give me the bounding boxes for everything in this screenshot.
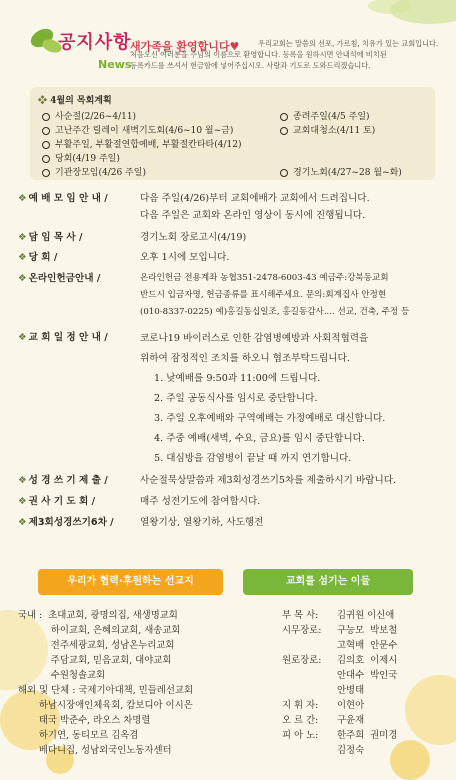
circle-icon xyxy=(42,141,50,149)
schedule-item: 경기노회(4/27~28 월~화) xyxy=(280,165,402,178)
staff-name: 이현아 xyxy=(337,700,365,711)
mission-line: 하기연, 동티모르 김옥겸 xyxy=(18,730,139,741)
staff-name: 김정숙 xyxy=(337,745,365,756)
notice-line: 코로나19 바이러스로 인한 감염병예방과 사회적협력을 xyxy=(140,333,369,344)
mission-line: 태국 박준수, 라오스 차명렬 xyxy=(18,715,151,726)
circle-icon xyxy=(280,127,288,135)
diamond-icon: ❖ xyxy=(18,232,27,243)
welcome-text: 새가족을 환영합니다♥ xyxy=(130,40,240,53)
notice-body xyxy=(140,514,456,531)
mission-panel-header: 우리가 협력·후원하는 선교지 xyxy=(38,569,223,595)
diamond-icon: ❖ xyxy=(18,517,27,528)
staff-row xyxy=(282,653,452,698)
notice-header xyxy=(18,18,448,78)
diamond-icon: ❖ xyxy=(18,475,27,486)
notice-line: (010-8337-0225) 예)홍길동십일조, 홍길동감사.... 선교, 건축, 주정 등 xyxy=(140,307,410,317)
notice-line: 1. 낮예배를 9:50과 11:00에 드립니다. xyxy=(154,373,321,384)
intro-line-2: 처음오신 여러분을 주님의 이름으로 환영합니다. 등록을 원하시면 안내석에 비치된 xyxy=(130,50,387,59)
mission-line: 하이교회, 은혜의교회, 새송교회 xyxy=(18,625,181,636)
circle-icon xyxy=(280,169,288,177)
notice-label: ❖ 성 경 쓰 기 제 출 / xyxy=(18,475,108,486)
mission-line: 주담교회, 믿음교회, 대야교회 xyxy=(18,655,172,666)
staff-role: 부 목 사: xyxy=(282,610,319,621)
notice-line: 오후 1시에 모입니다. xyxy=(140,252,230,263)
schedule-item: 부활주일, 부활절연합예배, 부활절칸타타(4/12) xyxy=(42,137,241,150)
notice-line: 온라인헌금 전용계좌 농협351-2478-6003-43 예금주:강북동교회 xyxy=(140,273,389,283)
notice-line: 경기노회 장로고시(4/19) xyxy=(140,232,247,243)
diamond-icon: ❖ xyxy=(38,96,51,106)
staff-name: 김귀원 이신애 xyxy=(337,610,395,621)
schedule-item: 기관장모임(4/26 주일) xyxy=(42,165,146,178)
notice-line: 반드시 입금자명, 헌금종류를 표시해주세요. 문의:회계집사 안정현 xyxy=(140,290,387,300)
mission-line: 전주세광교회, 성남온누리교회 xyxy=(18,640,175,651)
staff-role: 시무장로: xyxy=(282,625,322,636)
notice-line: 매주 성전기도에 참여합시다. xyxy=(140,496,261,507)
notice-body xyxy=(140,329,456,469)
circle-icon xyxy=(42,113,50,121)
circle-icon xyxy=(42,169,50,177)
notice-label: ❖ 당 회 / xyxy=(18,252,58,263)
notice-line: 3. 주일 오후예배와 구역예배는 가정예배로 대신합니다. xyxy=(154,413,386,424)
intro-line-1: 우리교회는 말씀의 선포, 가르침, 치유가 있는 교회입니다. xyxy=(258,39,439,48)
notice-label: ❖ 제3회성경쓰기6차 / xyxy=(18,517,114,528)
notice-line: 2. 주일 공동식사를 임시로 중단합니다. xyxy=(154,393,318,404)
notice-body xyxy=(140,270,456,321)
staff-row xyxy=(282,623,452,653)
schedule-title: ❖ 4월의 목회계획 xyxy=(38,96,112,106)
staff-name: 한주희 권미경 xyxy=(337,730,398,741)
staff-name: 고혁배 안문수 xyxy=(337,640,398,651)
mission-line: 수원청솔교회 xyxy=(18,670,106,681)
schedule-item: 당회(4/19 주일) xyxy=(42,151,120,164)
schedule-item: 교회대청소(4/11 토) xyxy=(280,123,375,136)
mission-line: 베다니집, 성남외국인노동자센터 xyxy=(18,745,172,756)
staff-panel-header: 교회를 섬기는 이들 xyxy=(243,569,413,595)
diamond-icon: ❖ xyxy=(18,273,27,284)
notice-body xyxy=(140,229,456,246)
staff-list xyxy=(282,608,452,758)
staff-role: 오 르 간: xyxy=(282,715,319,726)
diamond-icon: ❖ xyxy=(18,252,27,263)
staff-name: 안대수 박인국 xyxy=(337,670,398,681)
staff-name: 구윤재 xyxy=(337,715,365,726)
diamond-icon: ❖ xyxy=(18,496,27,507)
notice-line: 다음 주일은 교회와 온라인 영상이 동시에 진행됩니다. xyxy=(140,210,366,221)
mission-line: 국내 : 초대교회, 광명의집, 새생명교회 xyxy=(18,610,178,621)
mission-line: 해외 및 단체 : 국제기아대책, 민들레선교회 xyxy=(18,685,193,696)
staff-row xyxy=(282,608,452,623)
staff-row xyxy=(282,698,452,713)
diamond-icon: ❖ xyxy=(18,332,27,343)
notice-line: 4. 주중 예배(새벽, 수요, 금요)를 임시 중단합니다. xyxy=(154,433,365,444)
staff-role: 피 아 노: xyxy=(282,730,319,741)
staff-row xyxy=(282,713,452,728)
staff-role: 지 휘 자: xyxy=(282,700,319,711)
notice-label: ❖ 담 임 목 사 / xyxy=(18,232,83,243)
circle-icon xyxy=(42,155,50,163)
notice-line: 열왕기상, 열왕기하, 사도행전 xyxy=(140,517,264,528)
notice-body xyxy=(140,493,456,510)
intro-line-3: 등록카드를 쓰셔서 현금함에 넣어주십시오. 사랑과 기도로 도와드리겠습니다. xyxy=(130,61,371,70)
notice-line: 위하여 잠정적인 조치를 하오니 협조부탁드립니다. xyxy=(140,353,350,364)
circle-icon xyxy=(42,127,50,135)
circle-icon xyxy=(280,113,288,121)
notice-line: 다음 주일(4/26)부터 교회에배가 교회에서 드려집니다. xyxy=(140,193,370,204)
heart-icon: ♥ xyxy=(229,40,240,53)
notice-line: 사순절묵상말씀과 제3회성경쓰기5차를 제출하시기 바랍니다. xyxy=(140,475,397,486)
intro-text xyxy=(130,49,456,71)
page-title: 공지사항 xyxy=(58,32,132,53)
notice-line: 5. 대심방을 감염병이 끝날 때 까지 연기합니다. xyxy=(154,453,352,464)
notice-body xyxy=(140,190,456,224)
schedule-item: 사순절(2/26~4/11) xyxy=(42,109,136,122)
mission-line: 하남시장애인체육회, 캄보디아 이시은 xyxy=(18,700,193,711)
staff-row xyxy=(282,728,452,758)
staff-name: 안병태 xyxy=(337,685,365,696)
staff-name: 김의호 이제시 xyxy=(337,655,398,666)
monthly-schedule xyxy=(30,87,435,180)
staff-role: 원로장로: xyxy=(282,655,322,666)
staff-name: 구능모 박보철 xyxy=(337,625,398,636)
schedule-item: 고난주간 릴레이 새벽기도회(4/6~10 월~금) xyxy=(42,123,233,136)
notice-label: ❖ 예 배 모 임 안 내 / xyxy=(18,193,108,204)
notice-label: ❖ 권 사 기 도 회 / xyxy=(18,496,96,507)
schedule-item: 종려주일(4/5 주일) xyxy=(280,109,370,122)
mission-list xyxy=(18,608,248,758)
notice-label: ❖ 교 회 일 정 안 내 / xyxy=(18,332,108,343)
notice-label: ❖ 온라인헌금안내 / xyxy=(18,273,101,284)
page-subtitle: News xyxy=(98,58,132,71)
notice-body xyxy=(140,249,456,266)
diamond-icon: ❖ xyxy=(18,193,27,204)
notice-body xyxy=(140,472,456,489)
